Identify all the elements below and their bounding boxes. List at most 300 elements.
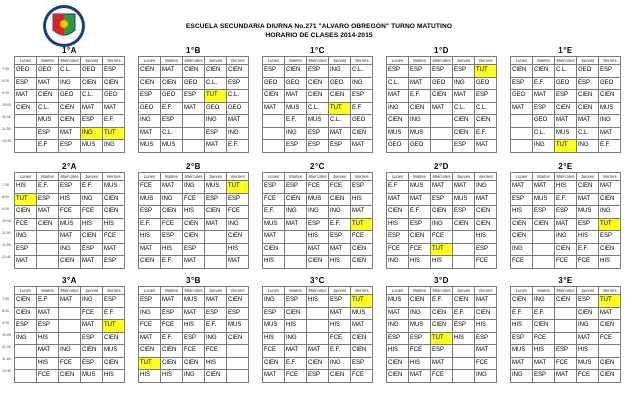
- subject-cell: CIEN: [351, 243, 373, 256]
- subject-cell: GEO: [351, 115, 373, 128]
- subject-cell: [37, 243, 59, 256]
- subject-cell: [555, 332, 577, 345]
- subject-cell: C.L.: [307, 102, 329, 115]
- subject-cell: MAT: [599, 307, 621, 320]
- table-row: [139, 256, 249, 269]
- subject-cell: CIEN: [161, 345, 183, 358]
- subject-cell: FCE: [139, 320, 161, 333]
- day-header: Jueves: [205, 287, 227, 295]
- subject-cell: [15, 357, 37, 370]
- subject-cell: MAT: [263, 102, 285, 115]
- group-schedule: [262, 46, 373, 153]
- subject-cell: ESP: [59, 181, 81, 194]
- subject-cell: E.F.: [103, 307, 125, 320]
- table-row: [263, 65, 373, 78]
- subject-cell: MAT: [285, 218, 307, 231]
- day-header: Jueves: [329, 287, 351, 295]
- subject-cell: FCE: [511, 256, 533, 269]
- day-header: Lunes: [139, 173, 161, 181]
- subject-cell: ING: [329, 357, 351, 370]
- subject-cell: E.F.: [285, 115, 307, 128]
- subject-cell: ING: [409, 307, 431, 320]
- subject-cell: ESP: [161, 231, 183, 244]
- day-header-row: [387, 57, 497, 65]
- timetable: [262, 172, 373, 269]
- subject-cell: CIEN: [329, 90, 351, 103]
- subject-cell: FCE: [205, 345, 227, 358]
- subject-cell: CIEN: [263, 243, 285, 256]
- subject-cell: CIEN: [409, 102, 431, 115]
- table-row: [511, 90, 621, 103]
- subject-cell: TUT: [329, 102, 351, 115]
- subject-cell: HIS: [81, 218, 103, 231]
- subject-cell: MAT: [183, 307, 205, 320]
- table-row: [387, 357, 497, 370]
- subject-cell: ESP: [577, 218, 599, 231]
- day-header-row: [15, 287, 125, 295]
- subject-cell: FCE: [533, 332, 555, 345]
- subject-cell: FCE: [351, 370, 373, 383]
- subject-cell: MAT: [285, 90, 307, 103]
- subject-cell: MAT: [577, 193, 599, 206]
- table-row: [139, 243, 249, 256]
- table-row: [15, 193, 125, 206]
- table-row: [511, 332, 621, 345]
- subject-cell: MAT: [533, 90, 555, 103]
- subject-cell: CIEN: [161, 357, 183, 370]
- subject-cell: FCE: [139, 181, 161, 194]
- subject-cell: MUS: [307, 115, 329, 128]
- subject-cell: HIS: [139, 231, 161, 244]
- timetable: [386, 286, 497, 383]
- subject-cell: FCE: [409, 243, 431, 256]
- day-header: Lunes: [15, 287, 37, 295]
- subject-cell: CIEN: [205, 370, 227, 383]
- subject-cell: CIEN: [577, 90, 599, 103]
- day-header: Miércoles: [59, 57, 81, 65]
- hour-label: 8:20: [2, 195, 9, 199]
- day-header: Martes: [409, 57, 431, 65]
- table-row: [263, 102, 373, 115]
- day-header: Viernes: [103, 173, 125, 181]
- day-header: Viernes: [227, 57, 249, 65]
- day-header: Jueves: [81, 57, 103, 65]
- subject-cell: HIS: [533, 345, 555, 358]
- subject-cell: FCE: [555, 256, 577, 269]
- group-title: 3°D: [434, 276, 449, 285]
- subject-cell: ING: [15, 231, 37, 244]
- subject-cell: [59, 320, 81, 333]
- subject-cell: CIEN: [59, 115, 81, 128]
- day-header: Jueves: [577, 173, 599, 181]
- subject-cell: MUS: [387, 295, 409, 308]
- subject-cell: ESP: [409, 65, 431, 78]
- subject-cell: E.F.: [599, 140, 621, 153]
- subject-cell: ESP: [409, 218, 431, 231]
- subject-cell: CIEN: [351, 256, 373, 269]
- day-header: Miércoles: [555, 287, 577, 295]
- table-row: [15, 307, 125, 320]
- subject-cell: C.L.: [351, 65, 373, 78]
- subject-cell: CIEN: [183, 357, 205, 370]
- table-row: [387, 90, 497, 103]
- subject-cell: ING: [103, 140, 125, 153]
- day-header: Lunes: [139, 287, 161, 295]
- subject-cell: ESP: [227, 307, 249, 320]
- subject-cell: MAT: [307, 345, 329, 358]
- subject-cell: GEO: [161, 90, 183, 103]
- subject-cell: ING: [285, 332, 307, 345]
- subject-cell: ESP: [555, 90, 577, 103]
- day-header: Viernes: [599, 57, 621, 65]
- table-row: [511, 256, 621, 269]
- subject-cell: ESP: [453, 320, 475, 333]
- subject-cell: MAT: [351, 320, 373, 333]
- subject-cell: HIS: [307, 295, 329, 308]
- table-row: [139, 295, 249, 308]
- day-header: Lunes: [387, 57, 409, 65]
- day-header: Lunes: [139, 57, 161, 65]
- subject-cell: ING: [307, 206, 329, 219]
- subject-cell: [431, 140, 453, 153]
- subject-cell: CIEN: [533, 218, 555, 231]
- day-header: Martes: [37, 287, 59, 295]
- table-row: [263, 332, 373, 345]
- group-title: 2°A: [62, 162, 77, 171]
- subject-cell: MAT: [387, 90, 409, 103]
- hour-label: 11:00: [2, 115, 11, 119]
- subject-cell: FCE: [555, 357, 577, 370]
- day-header-row: [511, 287, 621, 295]
- subject-cell: ING: [387, 320, 409, 333]
- subject-cell: [453, 345, 475, 358]
- day-header: Lunes: [511, 173, 533, 181]
- subject-cell: FCE: [59, 357, 81, 370]
- day-header: Jueves: [205, 57, 227, 65]
- day-header-row: [139, 57, 249, 65]
- table-row: [139, 193, 249, 206]
- subject-cell: ESP: [37, 320, 59, 333]
- subject-cell: [453, 231, 475, 244]
- subject-cell: FCE: [59, 206, 81, 219]
- subject-cell: CIEN: [475, 218, 497, 231]
- day-header: Martes: [409, 173, 431, 181]
- subject-cell: MUS: [59, 218, 81, 231]
- subject-cell: ESP: [139, 206, 161, 219]
- subject-cell: MAT: [329, 243, 351, 256]
- subject-cell: MAT: [511, 181, 533, 194]
- subject-cell: HIS: [59, 193, 81, 206]
- subject-cell: E.F.: [205, 320, 227, 333]
- subject-cell: C.L.: [59, 65, 81, 78]
- timetable: [262, 286, 373, 383]
- day-header: Miércoles: [431, 57, 453, 65]
- subject-cell: CIEN: [351, 332, 373, 345]
- subject-cell: HIS: [205, 357, 227, 370]
- table-row: [387, 127, 497, 140]
- subject-cell: [453, 256, 475, 269]
- subject-cell: [227, 370, 249, 383]
- subject-cell: ESP: [307, 218, 329, 231]
- subject-cell: ING: [599, 206, 621, 219]
- subject-cell: HIS: [577, 231, 599, 244]
- subject-cell: ING: [81, 193, 103, 206]
- group-title: 3°C: [310, 276, 325, 285]
- subject-cell: HIS: [15, 181, 37, 194]
- day-header-row: [511, 57, 621, 65]
- subject-cell: CIEN: [307, 77, 329, 90]
- subject-cell: MUS: [307, 193, 329, 206]
- subject-cell: [59, 307, 81, 320]
- subject-cell: ESP: [263, 65, 285, 78]
- subject-cell: HIS: [387, 345, 409, 358]
- subject-cell: MAT: [205, 218, 227, 231]
- day-header: Lunes: [15, 57, 37, 65]
- timetable: [14, 286, 125, 383]
- timetable: [386, 172, 497, 269]
- subject-cell: [285, 243, 307, 256]
- table-row: [139, 345, 249, 358]
- subject-cell: ING: [183, 370, 205, 383]
- table-row: [15, 345, 125, 358]
- subject-cell: E.F.: [511, 307, 533, 320]
- subject-cell: ING: [81, 295, 103, 308]
- subject-cell: CIEN: [227, 65, 249, 78]
- subject-cell: [453, 370, 475, 383]
- subject-cell: HIS: [511, 320, 533, 333]
- subject-cell: MAT: [263, 370, 285, 383]
- table-row: [15, 65, 125, 78]
- subject-cell: [511, 140, 533, 153]
- subject-cell: MAT: [37, 307, 59, 320]
- subject-cell: MAT: [263, 231, 285, 244]
- day-header: Lunes: [387, 173, 409, 181]
- subject-cell: ESP: [431, 65, 453, 78]
- day-header: Miércoles: [431, 173, 453, 181]
- day-header: Miércoles: [307, 57, 329, 65]
- group-schedule: [138, 162, 249, 269]
- subject-cell: CIEN: [103, 77, 125, 90]
- subject-cell: ESP: [139, 90, 161, 103]
- subject-cell: ESP: [81, 243, 103, 256]
- table-row: [387, 77, 497, 90]
- subject-cell: ESP: [533, 102, 555, 115]
- subject-cell: CIEN: [227, 231, 249, 244]
- day-header: Lunes: [511, 287, 533, 295]
- subject-cell: CIEN: [37, 90, 59, 103]
- subject-cell: GEO: [37, 65, 59, 78]
- subject-cell: MAT: [577, 115, 599, 128]
- subject-cell: FCE: [307, 181, 329, 194]
- table-row: [15, 127, 125, 140]
- subject-cell: CIEN: [37, 218, 59, 231]
- subject-cell: MAT: [511, 357, 533, 370]
- day-header: Miércoles: [555, 173, 577, 181]
- subject-cell: HIS: [37, 332, 59, 345]
- subject-cell: MAT: [15, 90, 37, 103]
- table-row: [263, 243, 373, 256]
- subject-cell: CIEN: [15, 206, 37, 219]
- subject-cell: MUS: [103, 345, 125, 358]
- subject-cell: FCE: [387, 243, 409, 256]
- subject-cell: CIEN: [511, 295, 533, 308]
- subject-cell: ING: [183, 181, 205, 194]
- schedule-title: HORARIO DE CLASES 2014-2015: [265, 32, 373, 39]
- subject-cell: TUT: [205, 90, 227, 103]
- subject-cell: MAT: [475, 345, 497, 358]
- subject-cell: CIEN: [533, 320, 555, 333]
- subject-cell: CIEN: [599, 193, 621, 206]
- subject-cell: E.F.: [161, 332, 183, 345]
- subject-cell: ESP: [183, 243, 205, 256]
- table-row: [15, 77, 125, 90]
- subject-cell: GEO: [387, 140, 409, 153]
- subject-cell: ESP: [351, 181, 373, 194]
- group-schedule: [386, 276, 497, 383]
- subject-cell: [307, 307, 329, 320]
- subject-cell: [453, 357, 475, 370]
- day-header: Lunes: [511, 57, 533, 65]
- subject-cell: CIEN: [475, 206, 497, 219]
- group-schedule: [138, 46, 249, 153]
- subject-cell: HIS: [329, 256, 351, 269]
- table-row: [263, 90, 373, 103]
- subject-cell: CIEN: [599, 370, 621, 383]
- table-row: [15, 357, 125, 370]
- subject-cell: ESP: [285, 181, 307, 194]
- day-header: Martes: [533, 57, 555, 65]
- group-title: 2°E: [558, 162, 573, 171]
- subject-cell: MAT: [227, 115, 249, 128]
- subject-cell: [285, 256, 307, 269]
- day-header: Viernes: [599, 173, 621, 181]
- subject-cell: ING: [475, 370, 497, 383]
- table-row: [139, 332, 249, 345]
- subject-cell: CIEN: [285, 65, 307, 78]
- subject-cell: ESP: [533, 206, 555, 219]
- subject-cell: CIEN: [81, 231, 103, 244]
- subject-cell: CIEN: [263, 90, 285, 103]
- day-header: Martes: [37, 173, 59, 181]
- day-header: Lunes: [387, 287, 409, 295]
- subject-cell: HIS: [475, 231, 497, 244]
- subject-cell: [227, 357, 249, 370]
- subject-cell: E.F.: [555, 193, 577, 206]
- table-row: [263, 218, 373, 231]
- subject-cell: ESP: [475, 90, 497, 103]
- subject-cell: ING: [577, 140, 599, 153]
- subject-cell: CIEN: [227, 332, 249, 345]
- subject-cell: ING: [555, 231, 577, 244]
- timetable: [510, 286, 621, 383]
- subject-cell: HIS: [37, 357, 59, 370]
- hour-label: 7:30: [2, 183, 9, 187]
- hour-label: 11:00: [2, 231, 11, 235]
- subject-cell: GEO: [577, 65, 599, 78]
- subject-cell: [15, 140, 37, 153]
- subject-cell: CIEN: [453, 115, 475, 128]
- subject-cell: ESP: [577, 77, 599, 90]
- subject-cell: HIS: [409, 357, 431, 370]
- subject-cell: CIEN: [431, 307, 453, 320]
- table-row: [139, 206, 249, 219]
- subject-cell: ESP: [329, 140, 351, 153]
- table-row: [263, 206, 373, 219]
- subject-cell: MUS: [103, 181, 125, 194]
- day-header: Viernes: [351, 57, 373, 65]
- subject-cell: MAT: [409, 77, 431, 90]
- subject-cell: HIS: [183, 320, 205, 333]
- table-row: [387, 115, 497, 128]
- table-row: [387, 140, 497, 153]
- subject-cell: ESP: [475, 243, 497, 256]
- subject-cell: [205, 256, 227, 269]
- subject-cell: [307, 332, 329, 345]
- subject-cell: FCE: [183, 345, 205, 358]
- subject-cell: C.L.: [577, 127, 599, 140]
- day-header-row: [139, 287, 249, 295]
- subject-cell: ING: [475, 181, 497, 194]
- subject-cell: E.F: [351, 102, 373, 115]
- subject-cell: FCE: [329, 332, 351, 345]
- subject-cell: FCE: [577, 256, 599, 269]
- subject-cell: MAT: [351, 140, 373, 153]
- subject-cell: E.F.: [329, 345, 351, 358]
- subject-cell: MAT: [431, 357, 453, 370]
- subject-cell: CIEN: [183, 218, 205, 231]
- subject-cell: CIEN: [81, 77, 103, 90]
- table-row: [139, 140, 249, 153]
- subject-cell: MAT: [227, 256, 249, 269]
- subject-cell: [511, 115, 533, 128]
- day-header: Martes: [161, 57, 183, 65]
- subject-cell: CIEN: [307, 90, 329, 103]
- subject-cell: GEO: [103, 90, 125, 103]
- table-row: [387, 65, 497, 78]
- subject-cell: GEO: [59, 90, 81, 103]
- subject-cell: CIEN: [103, 332, 125, 345]
- subject-cell: MAT: [59, 127, 81, 140]
- subject-cell: ESP: [263, 307, 285, 320]
- subject-cell: ESP: [329, 295, 351, 308]
- table-row: [139, 320, 249, 333]
- hour-label: 9:10: [2, 207, 9, 211]
- subject-cell: [205, 243, 227, 256]
- subject-cell: CIEN: [205, 65, 227, 78]
- subject-cell: E.F.: [161, 102, 183, 115]
- subject-cell: CIEN: [59, 256, 81, 269]
- table-row: [15, 295, 125, 308]
- subject-cell: ESP: [81, 357, 103, 370]
- table-row: [511, 206, 621, 219]
- subject-cell: CIEN: [577, 307, 599, 320]
- subject-cell: MUS: [409, 127, 431, 140]
- table-row: [15, 102, 125, 115]
- subject-cell: CIEN: [475, 115, 497, 128]
- subject-cell: MUS: [599, 102, 621, 115]
- subject-cell: MAT: [183, 102, 205, 115]
- subject-cell: MUS: [263, 320, 285, 333]
- subject-cell: CIEN: [577, 102, 599, 115]
- subject-cell: MAT: [59, 231, 81, 244]
- hour-label: 7:30: [2, 67, 9, 71]
- table-row: [387, 345, 497, 358]
- subject-cell: [15, 370, 37, 383]
- subject-cell: ESP: [285, 140, 307, 153]
- subject-cell: E.F.: [81, 181, 103, 194]
- subject-cell: HIS: [329, 320, 351, 333]
- group-schedule: [386, 46, 497, 153]
